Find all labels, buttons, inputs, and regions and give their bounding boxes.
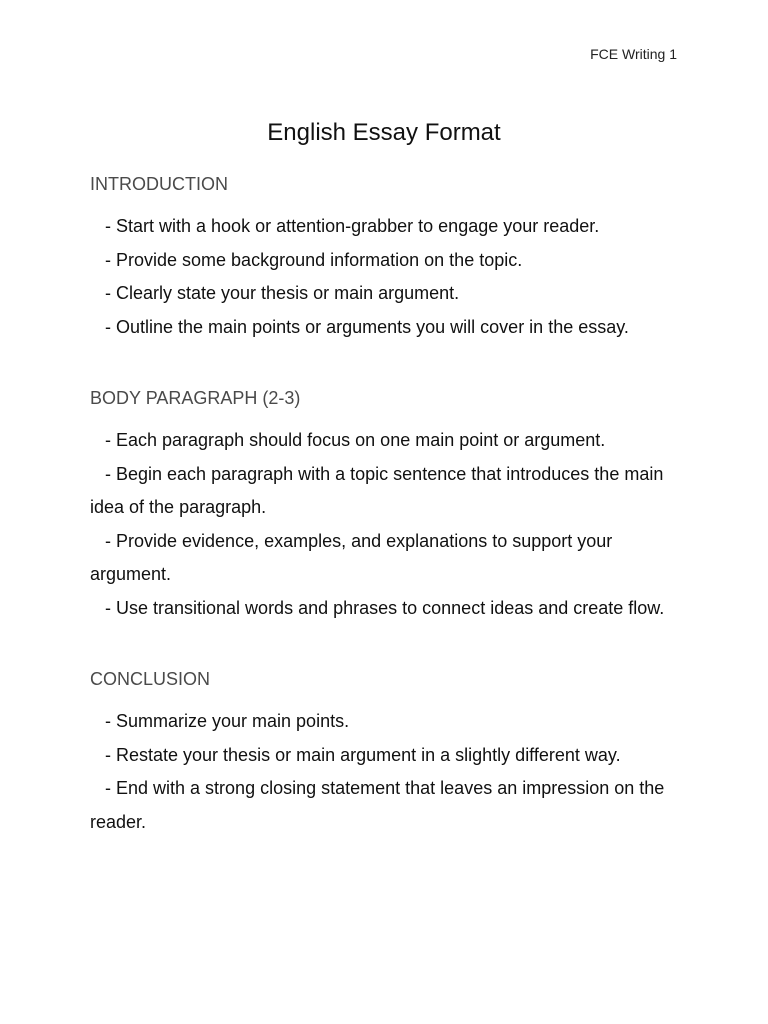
section-heading-conclusion: CONCLUSION (90, 669, 211, 689)
list-item: - Outline the main points or arguments you will cover in the essay. (105, 316, 629, 337)
list-item: - Clearly state your thesis or main argument. (105, 283, 460, 303)
list-item: - Each paragraph should focus on one main point or argument. (105, 430, 606, 450)
section-body-paragraph (90, 385, 680, 625)
list-item: - Restate your thesis or main argument in a slightly different way. (105, 744, 621, 765)
section-conclusion (90, 666, 680, 839)
section-heading-body-paragraph: BODY PARAGRAPH (2-3) (90, 388, 301, 408)
section-heading-introduction: INTRODUCTION (90, 174, 228, 194)
header-note: FCE Writing 1 (590, 46, 677, 62)
list-item: - Summarize your main points. (105, 711, 350, 731)
list-item: - Use transitional words and phrases to connect ideas and create flow. (105, 597, 665, 618)
body-paragraph-list (90, 424, 680, 625)
document-body (90, 171, 680, 839)
list-item: - Provide evidence, examples, and explanations to support your argument. (90, 530, 613, 584)
introduction-list (90, 210, 680, 344)
list-item: - Start with a hook or attention-grabber to engage your reader. (105, 216, 600, 236)
conclusion-list (90, 705, 680, 839)
list-item: - End with a strong closing statement that leaves an impression on the reader. (90, 778, 665, 832)
list-item: - Provide some background information on the topic. (105, 249, 523, 270)
list-item: - Begin each paragraph with a topic sentence that introduces the main idea of the paragraph. (90, 463, 664, 517)
document-title: English Essay Format (267, 119, 501, 146)
section-introduction (90, 171, 680, 344)
